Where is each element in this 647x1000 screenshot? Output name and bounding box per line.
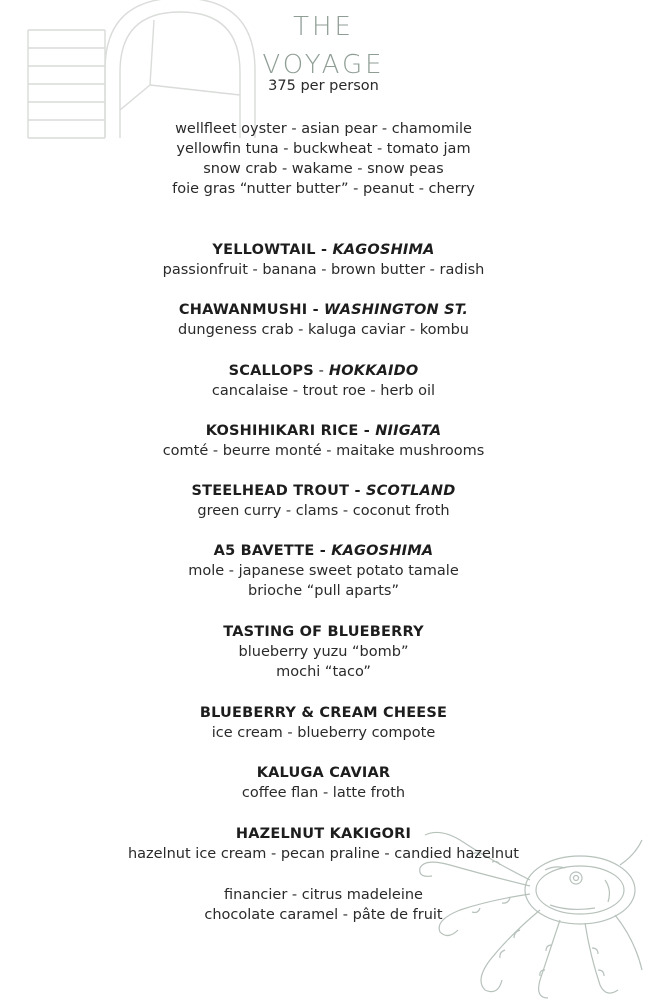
course-name: SCALLOPS — [228, 363, 314, 379]
course-description: mochi “taco” — [276, 664, 371, 680]
mignardise-item: chocolate caramel - pâte de fruit — [204, 907, 443, 923]
course-description: mole - japanese sweet potato tamale — [188, 563, 459, 579]
course-description: brioche “pull aparts” — [247, 583, 400, 599]
mignardises-list — [0, 885, 647, 925]
amuse-bouche-list — [0, 119, 647, 199]
course-title — [0, 361, 647, 381]
course-description: cancalaise - trout roe - herb oil — [211, 383, 436, 399]
course-origin: SCOTLAND — [365, 483, 456, 499]
mignardise-item: financier - citrus madeleine — [224, 887, 423, 903]
course-name: STEELHEAD TROUT — [191, 483, 350, 499]
course-description: hazelnut ice cream - pecan praline - candied hazelnut — [127, 846, 519, 862]
course-title — [0, 481, 647, 501]
course-koshihikari-rice — [0, 421, 647, 461]
course-origin: HOKKAIDO — [328, 363, 419, 379]
course-title: KALUGA CAVIAR — [256, 765, 391, 781]
course-description: blueberry yuzu “bomb” — [238, 644, 409, 660]
course-title — [0, 300, 647, 320]
course-origin: WASHINGTON ST. — [324, 302, 469, 318]
course-steelhead-trout — [0, 481, 647, 521]
course-tasting-of-blueberry — [0, 622, 647, 682]
course-separator: - — [358, 423, 376, 439]
amuse-item: foie gras “nutter butter” - peanut - cherry — [172, 181, 475, 197]
course-origin: KAGOSHIMA — [331, 543, 434, 559]
course-name: YELLOWTAIL — [212, 242, 316, 258]
course-description: ice cream - blueberry compote — [211, 725, 436, 741]
course-title — [0, 240, 647, 260]
course-chawanmushi — [0, 300, 647, 340]
course-description: comté - beurre monté - maitake mushrooms — [162, 443, 485, 459]
course-separator: - — [314, 543, 332, 559]
course-description: coffee flan - latte froth — [241, 785, 406, 801]
course-description: dungeness crab - kaluga caviar - kombu — [178, 322, 469, 338]
course-kaluga-caviar — [0, 763, 647, 803]
course-title — [0, 541, 647, 561]
course-name: CHAWANMUSHI — [178, 302, 308, 318]
course-origin: NIIGATA — [375, 423, 442, 439]
course-yellowtail — [0, 240, 647, 280]
menu-price: 375 per person — [268, 78, 379, 94]
menu-title-line-2: VOYAGE — [262, 50, 385, 80]
course-separator: - — [349, 483, 366, 499]
course-separator: - — [315, 242, 333, 258]
course-title: BLUEBERRY & CREAM CHEESE — [199, 705, 448, 721]
amuse-item: yellowfin tuna - buckwheat - tomato jam — [176, 141, 471, 157]
amuse-item: wellfleet oyster - asian pear - chamomile — [175, 121, 472, 137]
course-title: TASTING OF BLUEBERRY — [223, 624, 424, 640]
course-blueberry-cream-cheese — [0, 703, 647, 743]
course-scallops — [0, 361, 647, 401]
course-title — [0, 421, 647, 441]
course-title: HAZELNUT KAKIGORI — [235, 826, 412, 842]
amuse-item: snow crab - wakame - snow peas — [203, 161, 444, 177]
course-separator: - — [307, 302, 325, 318]
course-origin: KAGOSHIMA — [332, 242, 435, 258]
course-hazelnut-kakigori — [0, 824, 647, 864]
course-name: A5 BAVETTE — [213, 543, 315, 559]
course-name: KOSHIHIKARI RICE — [205, 423, 359, 439]
course-description: passionfruit - banana - brown butter - radish — [162, 262, 485, 278]
course-description: green curry - clams - coconut froth — [197, 503, 450, 519]
menu-title-line-1: THE — [293, 12, 354, 42]
course-a5-bavette — [0, 541, 647, 601]
course-separator: - — [313, 363, 329, 379]
